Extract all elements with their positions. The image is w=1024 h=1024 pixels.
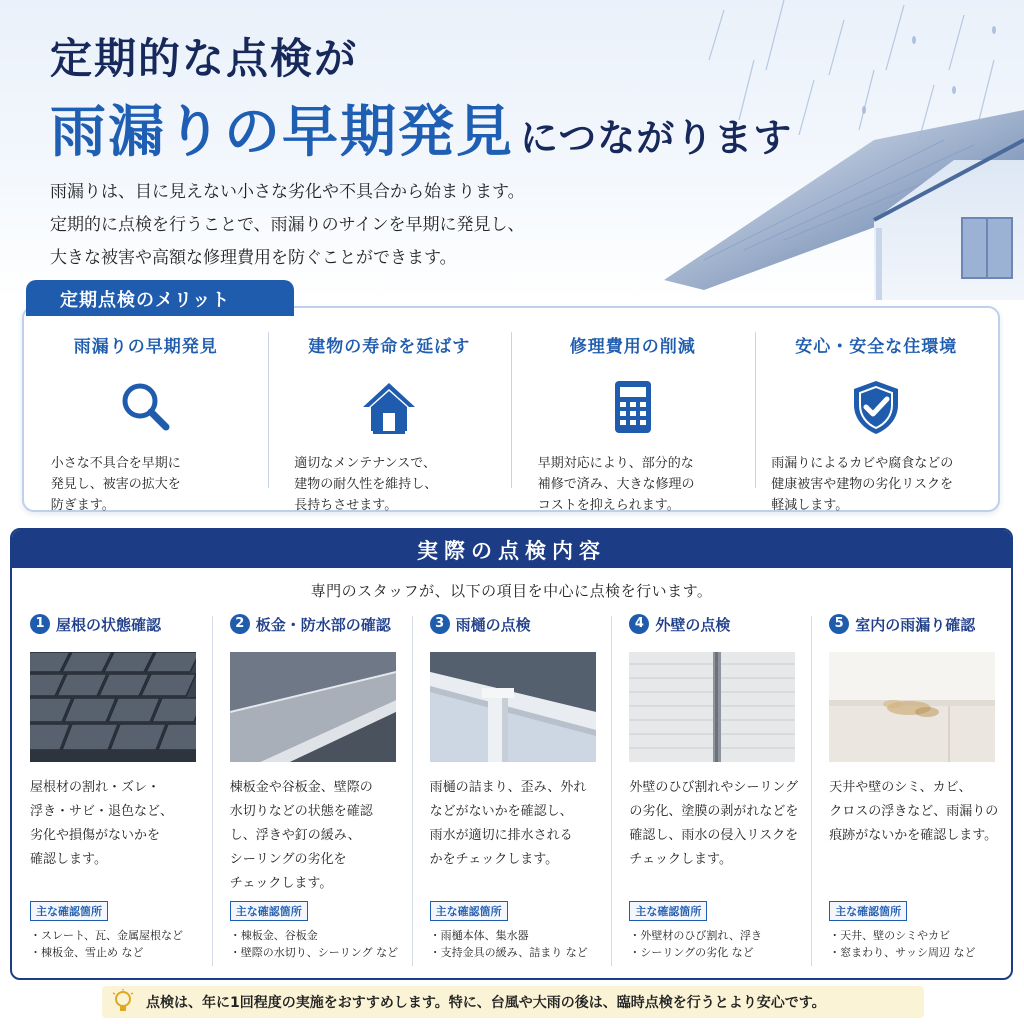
desc-line: かをチェックします。 (429, 852, 559, 867)
merit-description (294, 453, 484, 516)
check-point: ・棟板金、雪止め など (30, 946, 144, 959)
desc-line: 浮き・サビ・退色など、 (30, 804, 174, 819)
check-point: ・シーリングの劣化 など (629, 946, 754, 959)
exterior-wall-photo (629, 652, 795, 762)
desc-line: チェックします。 (229, 876, 333, 891)
item-number-badge: 5 (829, 614, 849, 634)
merit-item (755, 308, 999, 513)
flashing-photo (230, 652, 396, 762)
desc-line: 確認し、雨水の侵入リスクを (629, 828, 799, 843)
check-point: ・スレート、瓦、金属屋根など (30, 929, 184, 942)
desc-line: の劣化、塗膜の剥がれなどを (629, 804, 799, 819)
merit-text-line: 長持ちさせます。 (294, 498, 398, 513)
check-points-list (629, 927, 762, 961)
roof-slate-photo (30, 652, 196, 762)
merit-title: 修理費用の削減 (569, 337, 696, 357)
merit-text-line: 防ぎます。 (50, 498, 115, 513)
check-points-label: 主な確認箇所 (30, 901, 108, 921)
item-description (230, 776, 404, 896)
check-points (430, 900, 588, 961)
merit-text-line: 適切なメンテナンスで、 (294, 456, 436, 471)
merit-text-line: 建物の耐久性を維持し、 (294, 477, 438, 492)
inspection-item-roof (12, 610, 212, 980)
desc-line: 水切りなどの状態を確認 (229, 804, 373, 819)
inspection-item-interior (811, 610, 1011, 980)
check-point: ・支持金具の緩み、詰まり など (429, 946, 588, 959)
inspection-section (10, 528, 1013, 980)
merit-item (268, 308, 512, 513)
desc-line: 雨樋の詰まり、歪み、外れ (429, 780, 587, 795)
item-title-label: 板金・防水部の確認 (255, 615, 391, 634)
intro-line: 大きな被害や高額な修理費用を防ぐことができます。 (50, 248, 457, 268)
item-title-label: 屋根の状態確認 (56, 615, 162, 634)
hero (0, 0, 1024, 300)
merit-text-line: 軽減します。 (771, 498, 849, 513)
desc-line: 天井や壁のシミ、カビ、 (829, 780, 972, 795)
merit-description (538, 453, 728, 516)
check-points (629, 900, 762, 961)
desc-line: 劣化や損傷がないかを (30, 828, 161, 843)
check-points-list (30, 927, 183, 961)
check-point: ・窓まわり、サッシ周辺 など (829, 946, 976, 959)
inspection-heading: 実際の点検内容 (12, 530, 1011, 568)
desc-line: などがないかを確認し、 (429, 804, 573, 819)
desc-line: シーリングの劣化を (229, 852, 347, 867)
check-points-list (230, 927, 398, 961)
intro-line: 定期的に点検を行うことで、雨漏りのサインを早期に発見し、 (50, 215, 525, 235)
merit-text-line: 発見し、被害の拡大を (50, 477, 181, 492)
item-description (829, 776, 1003, 848)
item-description (430, 776, 604, 872)
inspection-item-wall (611, 610, 811, 980)
gutter-photo (430, 652, 596, 762)
merit-title: 雨漏りの早期発見 (73, 337, 218, 357)
merit-text-line: 雨漏りによるカビや腐食などの (771, 456, 954, 471)
item-title (430, 610, 604, 638)
check-points-label: 主な確認箇所 (430, 901, 508, 921)
title-emphasis: 雨漏りの早期発見 (50, 100, 514, 165)
item-title-label: 室内の雨漏り確認 (855, 615, 976, 634)
merit-description (771, 453, 981, 516)
merit-description (51, 453, 241, 516)
check-points-list (829, 927, 975, 961)
check-points (30, 900, 183, 961)
item-title (30, 610, 204, 638)
merit-item (511, 308, 755, 513)
check-points-label: 主な確認箇所 (829, 901, 907, 921)
merit-text-line: コストを抑えられます。 (537, 498, 680, 513)
check-point: ・天井、壁のシミやカビ (829, 929, 951, 942)
item-number-badge: 2 (230, 614, 250, 634)
shield-check-icon (846, 377, 906, 437)
page-title-line2 (50, 88, 792, 168)
title-rest: につながります (520, 116, 793, 160)
merit-text-line: 健康被害や建物の劣化リスクを (771, 477, 953, 492)
check-points (829, 900, 975, 961)
merit-title: 安心・安全な住環境 (795, 337, 958, 357)
item-title (829, 610, 1003, 638)
inspection-item-gutter (412, 610, 612, 980)
desc-line: 屋根材の割れ・ズレ・ (30, 780, 161, 795)
item-number-badge: 3 (430, 614, 450, 634)
check-points-list (430, 927, 588, 961)
desc-line: 雨水が適切に排水される (429, 828, 573, 843)
calculator-icon (603, 377, 663, 437)
magnifier-icon (116, 377, 176, 437)
check-point: ・雨樋本体、集水器 (429, 929, 529, 942)
desc-line: 確認します。 (30, 852, 107, 867)
recommendation-text: 点検は、年に1回程度の実施をおすすめします。特に、台風や大雨の後は、臨時点検を行うとより安心です。 (146, 995, 826, 1011)
merit-section-heading: 定期点検のメリット (26, 280, 294, 316)
house-icon (359, 377, 419, 437)
ceiling-stain-photo (829, 652, 995, 762)
merit-text-line: 小さな不具合を早期に (50, 456, 181, 471)
desc-line: し、浮きや釘の緩み、 (229, 828, 361, 843)
merit-item (24, 308, 268, 513)
desc-line: 痕跡がないかを確認します。 (829, 828, 998, 843)
item-number-badge: 1 (30, 614, 50, 634)
merit-title: 建物の寿命を延ばす (308, 337, 471, 357)
merit-panel (22, 306, 1000, 512)
item-title (629, 610, 803, 638)
merit-text-line: 補修で済み、大きな修理の (537, 477, 695, 492)
check-point: ・外壁材のひび割れ、浮き (629, 929, 763, 942)
item-description (629, 776, 803, 872)
inspection-item-flashing (212, 610, 412, 980)
page-title-line1: 定期的な点検が (50, 34, 359, 83)
item-title-label: 雨樋の点検 (455, 615, 531, 634)
inspection-items (12, 610, 1011, 980)
check-points-label: 主な確認箇所 (629, 901, 707, 921)
item-title (230, 610, 404, 638)
item-number-badge: 4 (629, 614, 649, 634)
check-point: ・棟板金、谷板金 (229, 929, 318, 942)
intro-text (50, 176, 670, 275)
check-points-label: 主な確認箇所 (230, 901, 308, 921)
desc-line: チェックします。 (629, 852, 732, 867)
desc-line: クロスの浮きなど、雨漏りの (829, 804, 999, 819)
desc-line: 棟板金や谷板金、壁際の (229, 780, 373, 795)
recommendation-note (102, 986, 924, 1018)
lightbulb-icon (112, 989, 134, 1015)
item-description (30, 776, 204, 872)
item-title-label: 外壁の点検 (655, 615, 731, 634)
merit-text-line: 早期対応により、部分的な (537, 456, 694, 471)
inspection-subtitle: 専門のスタッフが、以下の項目を中心に点検を行います。 (310, 582, 713, 600)
intro-line: 雨漏りは、目に見えない小さな劣化や不具合から始まります。 (50, 182, 525, 202)
desc-line: 外壁のひび割れやシーリング (629, 780, 799, 795)
check-points (230, 900, 398, 961)
check-point: ・壁際の水切り、シーリング など (229, 946, 399, 959)
